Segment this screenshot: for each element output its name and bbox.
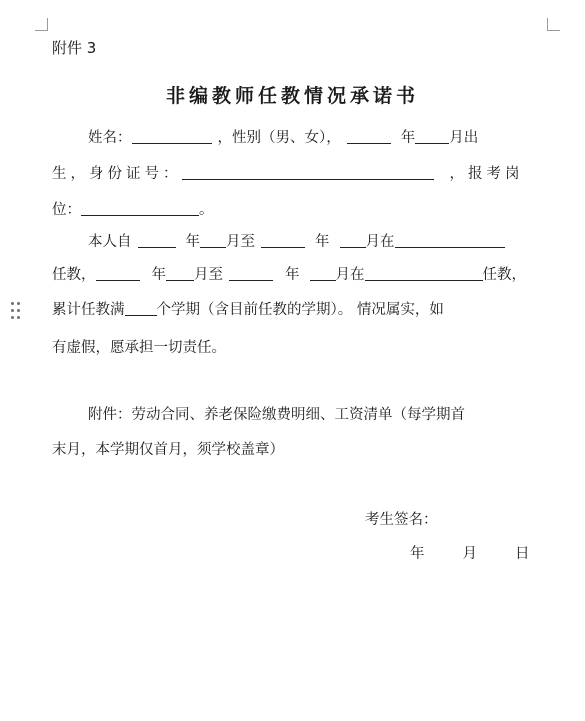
drag-handle-icon[interactable] — [10, 301, 22, 321]
post-blank[interactable] — [81, 200, 199, 216]
post-label: ，报考岗 — [449, 166, 524, 182]
signature-date — [410, 544, 530, 564]
birth-month-blank[interactable] — [415, 128, 449, 144]
semester-count-blank[interactable] — [125, 300, 157, 316]
signature-label: 考生签名： — [365, 512, 438, 528]
attachment-label: 附件 3 — [52, 39, 97, 57]
month-birth-text: 月出 — [449, 130, 479, 146]
to-month-blank-2[interactable] — [310, 265, 336, 281]
crop-mark-top-right — [547, 18, 560, 31]
from-month-blank[interactable] — [200, 232, 226, 248]
post-end-text: 位： — [52, 202, 81, 218]
crop-mark-top-left — [35, 18, 48, 31]
from-year-blank[interactable] — [138, 232, 176, 248]
attachments-text-1: 附件：劳动合同、养老保险缴费明细、工资清单（每学期首 — [88, 407, 465, 423]
birth-end-text: 生 — [52, 166, 71, 182]
cumulative-text: 累计任教满 — [52, 302, 125, 318]
teach-text: 任教， — [52, 267, 96, 283]
document-title: 非编教师任教情况承诺书 — [165, 85, 419, 107]
school-blank-2[interactable] — [365, 265, 483, 281]
id-label: ，身份证号： — [70, 166, 182, 182]
from-year-blank-2[interactable] — [96, 265, 140, 281]
name-blank[interactable] — [132, 128, 212, 144]
para2-line4: 有虚假，愿承担一切责任。 — [52, 340, 226, 356]
para2-line1 — [52, 232, 505, 252]
sig-year-text: 年 — [410, 546, 425, 562]
sig-month-text: 月 — [462, 546, 477, 562]
name-label: 姓名： — [88, 130, 132, 146]
sig-day-text: 日 — [515, 546, 530, 562]
from-month-blank-2[interactable] — [166, 265, 194, 281]
id-number-blank[interactable] — [182, 164, 434, 180]
teach-text-2: 任教， — [482, 267, 526, 283]
para1-line3 — [52, 200, 214, 220]
para1-line2 — [52, 164, 524, 184]
to-year-blank-2[interactable] — [229, 265, 273, 281]
year-text-2: 年 — [315, 234, 330, 250]
semester-note-text: 个学期（含目前任教的学期）。 情况属实，如 — [156, 302, 444, 318]
from-label: 本人自 — [88, 234, 132, 250]
para1-line1 — [52, 128, 478, 148]
period-text: 。 — [199, 202, 214, 218]
month-to-text: 月至 — [226, 234, 255, 250]
birth-year-blank[interactable] — [347, 128, 391, 144]
month-to-text-2: 月至 — [194, 267, 223, 283]
year-text: 年 — [400, 130, 416, 146]
para2-line3 — [52, 300, 444, 320]
attachments-line1 — [52, 405, 465, 425]
year-text-3: 年 — [151, 267, 166, 283]
year-text-1: 年 — [185, 234, 200, 250]
para2-line2 — [52, 265, 526, 285]
year-text-4: 年 — [285, 267, 300, 283]
to-month-blank[interactable] — [340, 232, 366, 248]
to-year-blank[interactable] — [261, 232, 305, 248]
month-at-text-2: 月在 — [335, 267, 365, 283]
school-blank-1[interactable] — [395, 232, 505, 248]
month-at-text: 月在 — [365, 234, 395, 250]
gender-label: ，性别（男、女）， — [217, 130, 341, 146]
attachments-line2: 末月，本学期仅首月，须学校盖章） — [52, 442, 284, 458]
